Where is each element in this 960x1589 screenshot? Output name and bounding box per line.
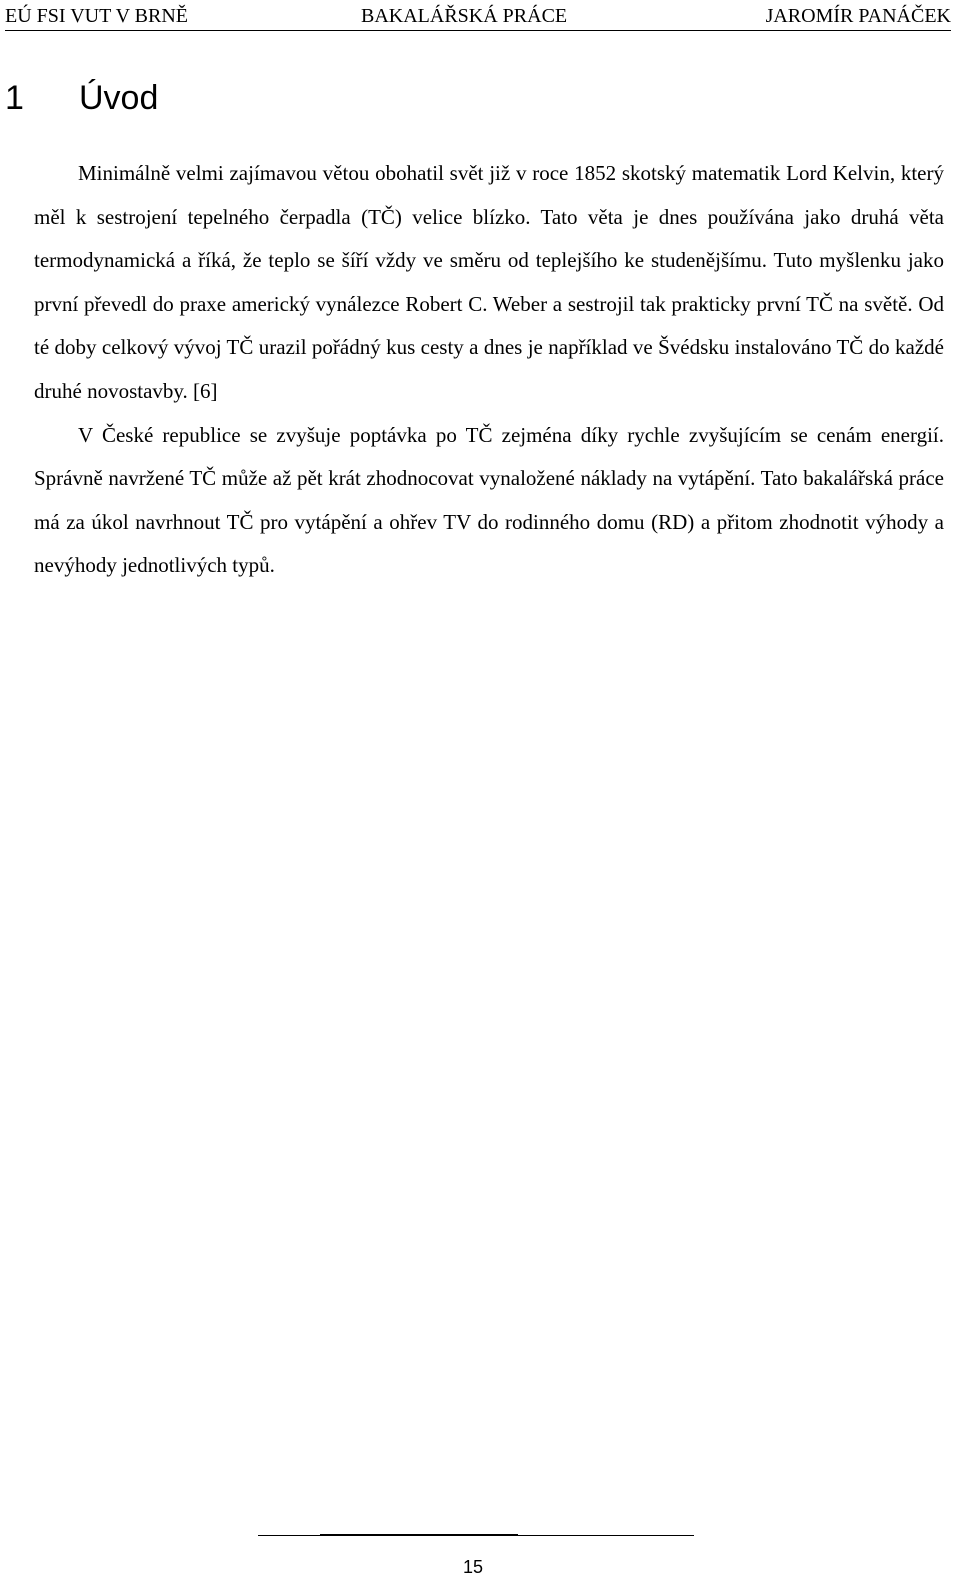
chapter-title: Úvod xyxy=(79,79,159,117)
paragraph: V České republice se zvyšuje poptávka po TČ zejména díky rychle zvyšujícím se cenám energií. Správně navržené TČ může až pět krát zhodnocovat vynaložené náklady na vytápění. Tato bakalářská práce má za úkol navrhnout TČ pro vytápění a ohřev TV do rodinného domu (RD) a přitom zhodnotit výhody a nevýhody jednotlivých typů. xyxy=(34,422,944,578)
chapter-heading xyxy=(5,78,158,118)
page-number: 15 xyxy=(462,1557,484,1577)
paragraph: Minimálně velmi zajímavou větou obohatil svět již v roce 1852 skotský matematik Lord Kelvin, který měl k sestrojení tepelného čerpadla (TČ) velice blízko. Tato věta je dnes používána jako druhá věta termodynamická a říká, že teplo se šíří vždy ve směru od teplejšího ke studenějšímu. Tuto myšlenku jako první převedl do praxe americký vynálezce Robert C. Weber a sestrojil tak prakticky první TČ na světě. Od té doby celkový vývoj TČ urazil pořádný kus cesty a dnes je například ve Švédsku instalováno TČ do každé druhé novostavby. [6] xyxy=(34,161,944,403)
header-faculty: EÚ FSI VUT V BRNĚ xyxy=(5,5,189,27)
header-author: JAROMÍR PANÁČEK xyxy=(765,5,951,27)
body-text xyxy=(34,152,944,588)
header-document-type: BAKALÁŘSKÁ PRÁCE xyxy=(361,5,568,27)
footer-rule-accent xyxy=(320,1534,518,1536)
chapter-number: 1 xyxy=(5,79,24,117)
page-header xyxy=(5,2,951,31)
footer-rule xyxy=(258,1535,694,1536)
